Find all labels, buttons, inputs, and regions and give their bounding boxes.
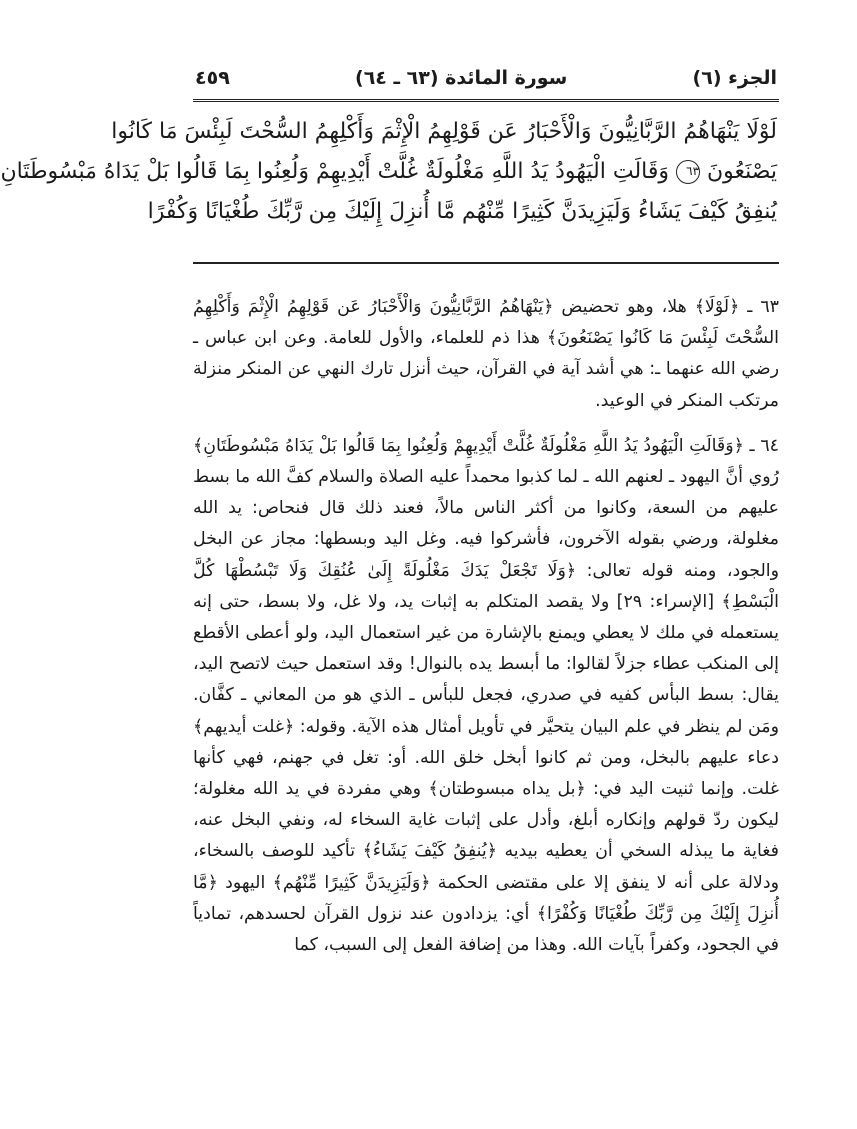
verse-text: يَصْنَعُونَ — [707, 159, 777, 184]
verse-text: وَقَالَتِ الْيَهُودُ يَدُ اللَّهِ مَغْلُولَةٌ غُلَّتْ أَيْدِيهِمْ وَلُعِنُوا بِمَا قَالُوا بَلْ يَدَاهُ مَبْسُوطَتَانِ — [0, 159, 670, 184]
surah-title: سورة المائدة (٦٣ ـ ٦٤) — [355, 67, 568, 89]
commentary-paragraph-64: ٦٤ ـ ﴿وَقَالَتِ الْيَهُودُ يَدُ اللَّهِ مَغْلُولَةٌ غُلَّتْ أَيْدِيهِمْ وَلُعِنُوا بِمَا قَالُوا بَلْ يَدَاهُ مَبْسُوطَتَانِ﴾ رُوي أنَّ اليهود ـ لعنهم الله ـ لما كذبوا محمداً عليه الصلاة والسلام كفَّ الله ما بسط عليهم من السعة، وكانوا من أكثر الناس مالاً، فعند ذلك قال فنحاص: يد الله مغلولة، ورضي بقوله الآخرون، فأشركوا فيه. وغل اليد وبسطها: مجاز عن البخل والجود، ومنه قوله تعالى: ﴿وَلَا تَجْعَلْ يَدَكَ مَغْلُولَةً إِلَىٰ عُنُقِكَ وَلَا تَبْسُطْهَا كُلَّ الْبَسْطِ﴾ [الإسراء: ٢٩] ولا يقصد المتكلم به إثبات يد، ولا غل، ولا بسط، حتى إنه يستعمله في ملك لا يعطي ويمنع بالإشارة من غير استعمال اليد، ولو أعطى الأقطع إلى المنكب عطاء جزلاً لقالوا: ما أبسط يده بالنوال! وقد استعمل حيث لاتصح اليد، يقال: بسط البأس كفيه في صدري، فجعل للبأس ـ الذي هو من المعاني ـ كفَّان. ومَن لم ينظر في علم البيان يتحيَّر في تأويل أمثال هذه الآية. وقوله: ﴿غلت أيديهم﴾ دعاء عليهم بالبخل، ومن ثم كانوا أبخل خلق الله. أو: تغل في جهنم، فهي كأنها غلت. وإنما ثنيت اليد في: ﴿بل يداه مبسوطتان﴾ وهي مفردة في يد الله مغلولة؛ ليكون ردّ قولهم وإنكاره أبلغ، وأدل على إثبات غاية السخاء له، ونفي البخل عنه، فغاية ما يبذله السخي أن يعطيه بيديه ﴿يُنفِقُ كَيْفَ يَشَاءُ﴾ تأكيد للوصف بالسخاء، ودلالة على أنه لا ينفق إلا على مقتضى الحكمة ﴿وَلَيَزِيدَنَّ كَثِيرًا مِّنْهُم﴾ اليهود ﴿مَّا أُنزِلَ إِلَيْكَ مِن رَّبِّكَ طُغْيَانًا وَكُفْرًا﴾ أي: يزدادون عند نزول القرآن لحسدهم، تمادياً في الجحود، وكفراً بآيات الله. وهذا من إضافة الفعل إلى السبب، كما — [193, 435, 780, 956]
verse-line-1: لَوْلَا يَنْهَاهُمُ الرَّبَّانِيُّونَ وَالْأَحْبَارُ عَن قَوْلِهِمُ الْإِثْمَ وَأَكْلِهِمُ السُّحْتَ لَبِئْسَ مَا كَانُوا — [111, 119, 777, 144]
juz-label: الجزء (٦) — [692, 67, 777, 89]
ayah-number-marker: ٦٣ — [676, 160, 700, 184]
verse-line-2 — [0, 152, 777, 192]
page-header — [195, 60, 777, 96]
tafsir-commentary — [193, 292, 779, 975]
verse-line-3: يُنفِقُ كَيْفَ يَشَاءُ وَلَيَزِيدَنَّ كَثِيرًا مِّنْهُم مَّا أُنزِلَ إِلَيْكَ مِن رَّبِّكَ طُغْيَانًا وَكُفْرًا — [147, 199, 777, 224]
header-divider — [193, 99, 779, 102]
commentary-paragraph-63: ٦٣ ـ ﴿لَوْلَا﴾ هلا، وهو تحضيض ﴿يَنْهَاهُمُ الرَّبَّانِيُّونَ وَالْأَحْبَارُ عَن قَوْلِهِمُ الْإِثْمَ وَأَكْلِهِمُ السُّحْتَ لَبِئْسَ مَا كَانُوا يَصْنَعُونَ﴾ هذا ذم للعلماء، والأول للعامة. وعن ابن عباس ـ رضي الله عنهما ـ: هي أشد آية في القرآن، حيث أنزل تارك النهي عن المنكر منزلة مرتكب المنكر في الوعيد. — [193, 297, 779, 411]
quran-verses-block — [0, 112, 777, 232]
page-number: ٤٥٩ — [195, 67, 230, 89]
verses-divider — [193, 262, 779, 264]
